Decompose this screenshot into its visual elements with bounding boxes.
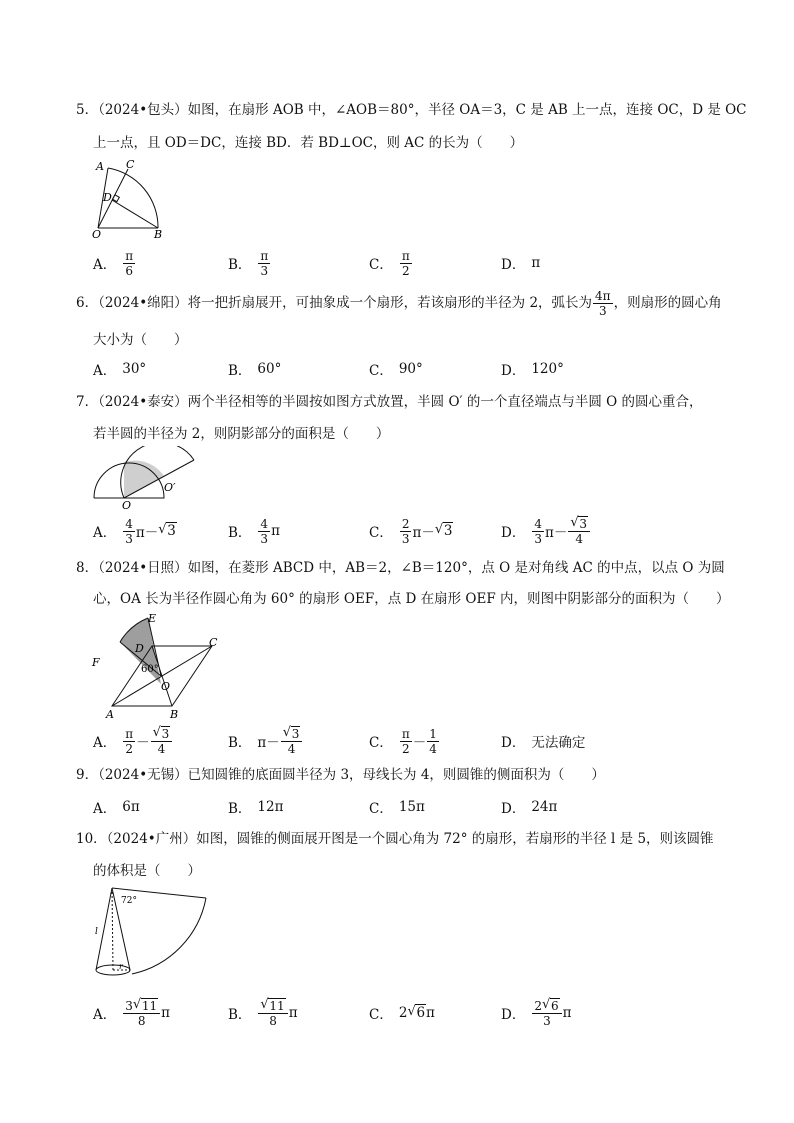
q9-stem-line1: 9．（2024•无锡）已知圆锥的底面圆半径为 3，母线长为 4，则圆锥的侧面积为（ ）	[76, 767, 605, 783]
q7-options	[93, 514, 753, 548]
q7-label-O-prime: O′	[164, 481, 176, 494]
q5-options	[93, 246, 753, 280]
q9-option-c[interactable]: C． 15π	[369, 799, 425, 817]
q9-option-b[interactable]: B． 12π	[228, 799, 284, 817]
q7-option-a[interactable]: A． $\frac{4}{3}$ π－ √ 3	[93, 514, 177, 548]
q8-stem-line2: 心，OA 长为半径作圆心角为 60° 的扇形 OEF，点 D 在扇形 OEF 内，则图中阴影部分的面积为（ ）	[93, 591, 730, 607]
fraction: $\frac{\pi}{6}$	[125, 248, 134, 278]
q8-figure-rhombus	[88, 610, 220, 720]
q5-option-c[interactable]	[369, 246, 413, 280]
q5-label-C: C	[126, 158, 135, 171]
q8-label-A: A	[106, 708, 114, 720]
q5-label-A: A	[96, 160, 104, 173]
q10-label-angle: 72°	[121, 896, 137, 906]
q7-stem-line2: 若半圆的半径为 2，则阴影部分的面积是（ ）	[93, 426, 390, 442]
q8-label-O: O	[161, 680, 171, 693]
q5-option-a[interactable]	[93, 246, 136, 280]
q9-options	[93, 790, 753, 824]
q7-stem-line1: 7．（2024•泰安）两个半径相等的半圆按如图方式放置，半圆 O′ 的一个直径端点与半圆 O 的圆心重合，	[76, 394, 703, 410]
q10-option-c[interactable]: C． 2 √ 6 π	[369, 996, 435, 1030]
q10-label-r: r	[119, 962, 123, 971]
q5-stem-line2: 上一点，且 OD＝DC，连接 BD．若 BD⊥OC，则 AC 的长为（ ）	[93, 135, 524, 151]
q5-label-O: O	[92, 228, 102, 240]
q5-option-d[interactable]	[501, 246, 540, 280]
fraction: $\frac{\pi}{3}$	[260, 248, 269, 278]
q6-text-pre: 6．（2024•绵阳）将一把折扇展开，可抽象成一个扇形，若该扇形的半径为 2，弧长为	[76, 295, 593, 311]
q7-option-c[interactable]: C． $\frac{2}{3}$ π－ √ 3	[369, 514, 453, 548]
q5-option-b[interactable]	[228, 246, 271, 280]
q10-options	[93, 996, 753, 1030]
q6-option-b[interactable]: B． 60°	[228, 361, 282, 379]
fraction: $\frac{\pi}{2}$	[401, 248, 410, 278]
q8-option-d[interactable]: D． 无法确定	[501, 735, 586, 751]
q10-option-d[interactable]: D． $\frac{2√ 6}{3}$ π	[501, 996, 571, 1030]
q8-label-F: F	[92, 656, 100, 669]
q10-option-b[interactable]: B． √ $\frac{11}{8}$ π	[228, 996, 298, 1030]
q6-option-c[interactable]: C． 90°	[369, 361, 423, 379]
q7-option-d[interactable]: D． $\frac{4}{3}$ π－ √ $\frac{3}{4}$	[501, 514, 591, 548]
q8-label-C: C	[209, 636, 218, 649]
q7-option-b[interactable]: B． $\frac{4}{3}$ π	[228, 516, 280, 546]
q10-label-l: l	[95, 927, 98, 937]
q8-option-c[interactable]: C． $\frac{\pi}{2}$ － $\frac{1}{4}$	[369, 726, 437, 756]
q6-arc-fraction: $\frac{4\pi}{3}$	[595, 288, 611, 318]
q6-text-post: ，则扇形的圆心角	[613, 295, 722, 311]
q9-option-a[interactable]: A． 6π	[93, 799, 140, 817]
q6-stem-line2: 大小为（ ）	[93, 332, 188, 348]
option-value: π	[531, 255, 541, 271]
q8-options	[93, 724, 753, 758]
option-label: A．	[93, 257, 117, 273]
q7-label-O: O	[122, 499, 132, 512]
q5-label-D: D	[103, 191, 112, 204]
q8-label-angle: 60°	[141, 664, 159, 675]
option-label: C．	[369, 257, 393, 273]
q7-figure-semicircles	[88, 446, 198, 512]
q6-options	[93, 352, 753, 386]
q10-stem-line1: 10．（2024•广州）如图，圆锥的侧面展开图是一个圆心角为 72° 的扇形，若扇形的半径 l 是 5，则该圆锥	[76, 831, 714, 847]
q8-option-a[interactable]: A． $\frac{\pi}{2}$ － √ $\frac{3}{4}$	[93, 724, 173, 758]
q8-stem-line1: 8．（2024•日照）如图，在菱形 ABCD 中，AB＝2，∠B＝120°，点 O 是对角线 AC 的中点，以点 O 为圆	[76, 560, 725, 576]
q5-label-B: B	[154, 228, 163, 240]
q10-stem-line2: 的体积是（ ）	[93, 863, 201, 879]
q5-figure-sector	[88, 158, 168, 240]
q6-option-a[interactable]: A． 30°	[93, 361, 147, 379]
q5-stem-line1: 5．（2024•包头）如图，在扇形 AOB 中，∠AOB＝80°，半径 OA＝3，C 是 AB 上一点，连接 OC，D 是 OC	[76, 102, 747, 118]
q10-figure-cone-net	[88, 882, 212, 984]
option-label: B．	[228, 257, 252, 273]
q9-option-d[interactable]: D． 24π	[501, 799, 558, 817]
q8-label-E: E	[148, 612, 157, 625]
q10-option-a[interactable]: A． $\frac{3√ 11}{8}$ π	[93, 996, 170, 1030]
q8-label-B: B	[170, 708, 179, 720]
q8-option-b[interactable]: B． π－ √ $\frac{3}{4}$	[228, 724, 303, 758]
q6-stem-line1	[76, 286, 722, 320]
option-label: D．	[501, 257, 526, 273]
q8-label-D: D	[135, 642, 144, 655]
q6-option-d[interactable]: D． 120°	[501, 361, 564, 379]
